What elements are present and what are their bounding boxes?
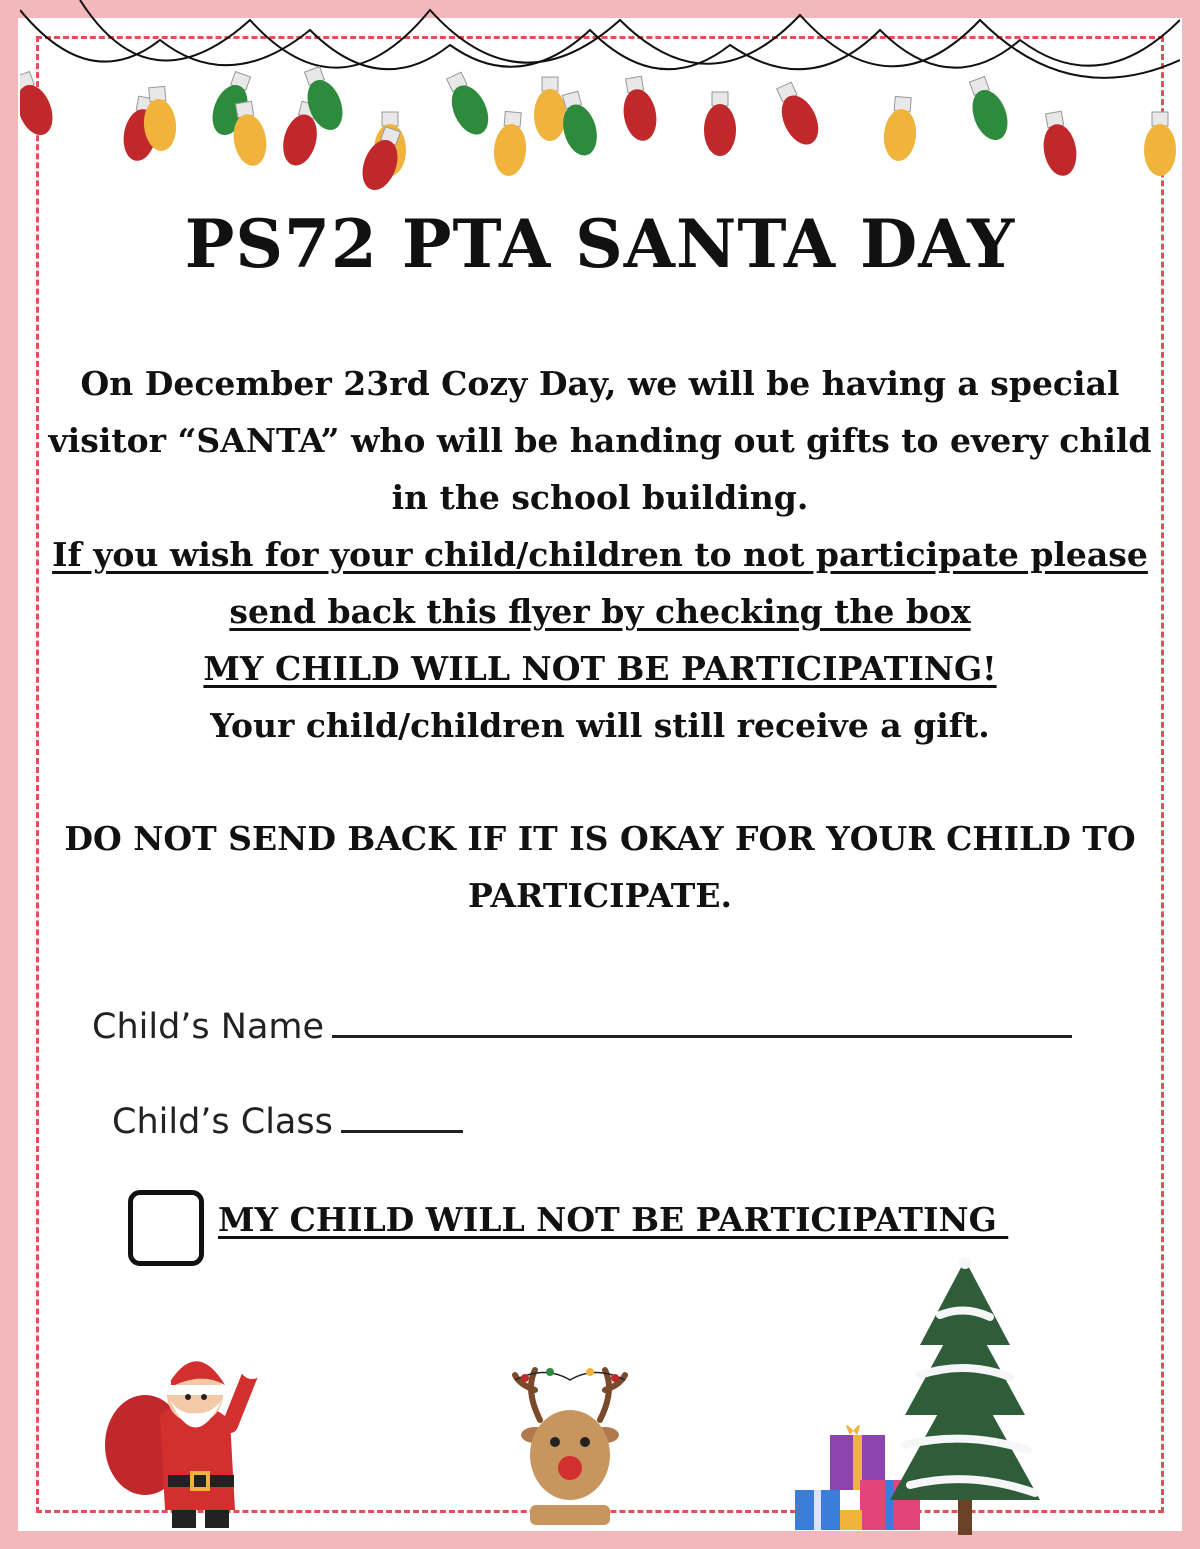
instruction-line: MY CHILD WILL NOT BE PARTICIPATING!	[203, 649, 997, 688]
child-class-field	[112, 1100, 463, 1142]
christmas-tree-icon	[880, 1255, 1050, 1540]
announcement-line: in the school building.	[391, 478, 809, 517]
announcement	[30, 355, 1170, 754]
not-participating-label: MY CHILD WILL NOT BE PARTICIPATING	[218, 1200, 1009, 1239]
light-bulb-icon	[439, 69, 495, 141]
not-participating-checkbox[interactable]	[128, 1190, 204, 1266]
child-name-input[interactable]	[332, 1005, 1072, 1038]
notice-line: DO NOT SEND BACK IF IT IS OKAY FOR YOUR CHILD TO	[64, 819, 1136, 858]
gift-note: Your child/children will still receive a gift.	[210, 706, 990, 745]
santa-icon	[100, 1335, 280, 1535]
light-bulb-icon	[534, 77, 566, 141]
child-class-label: Child’s Class	[112, 1102, 333, 1142]
notice-line: PARTICIPATE.	[468, 876, 732, 915]
page-title: PS72 PTA SANTA DAY	[184, 205, 1016, 283]
announcement-line: On December 23rd Cozy Day, we will be having a special	[80, 364, 1120, 403]
instruction-line: If you wish for your child/children to not participate please	[52, 535, 1148, 574]
christmas-lights-icon	[20, 0, 1180, 210]
child-class-input[interactable]	[341, 1100, 463, 1133]
child-name-label: Child’s Name	[92, 1007, 325, 1047]
light-bulb-icon	[1144, 112, 1176, 176]
reindeer-icon	[505, 1360, 635, 1530]
light-bulb-icon	[1038, 110, 1081, 179]
light-bulb-icon	[882, 96, 919, 163]
notice	[30, 810, 1170, 924]
light-bulb-icon	[618, 75, 661, 144]
light-bulb-icon	[492, 111, 529, 178]
child-name-field	[92, 1005, 1072, 1047]
instruction-line: send back this flyer by checking the box	[229, 592, 971, 631]
light-bulb-icon	[769, 79, 825, 151]
light-bulb-icon	[20, 69, 59, 140]
light-bulb-icon	[704, 92, 736, 156]
light-bulb-icon	[962, 74, 1014, 145]
announcement-line: visitor “SANTA” who will be handing out gifts to every child	[48, 421, 1152, 460]
